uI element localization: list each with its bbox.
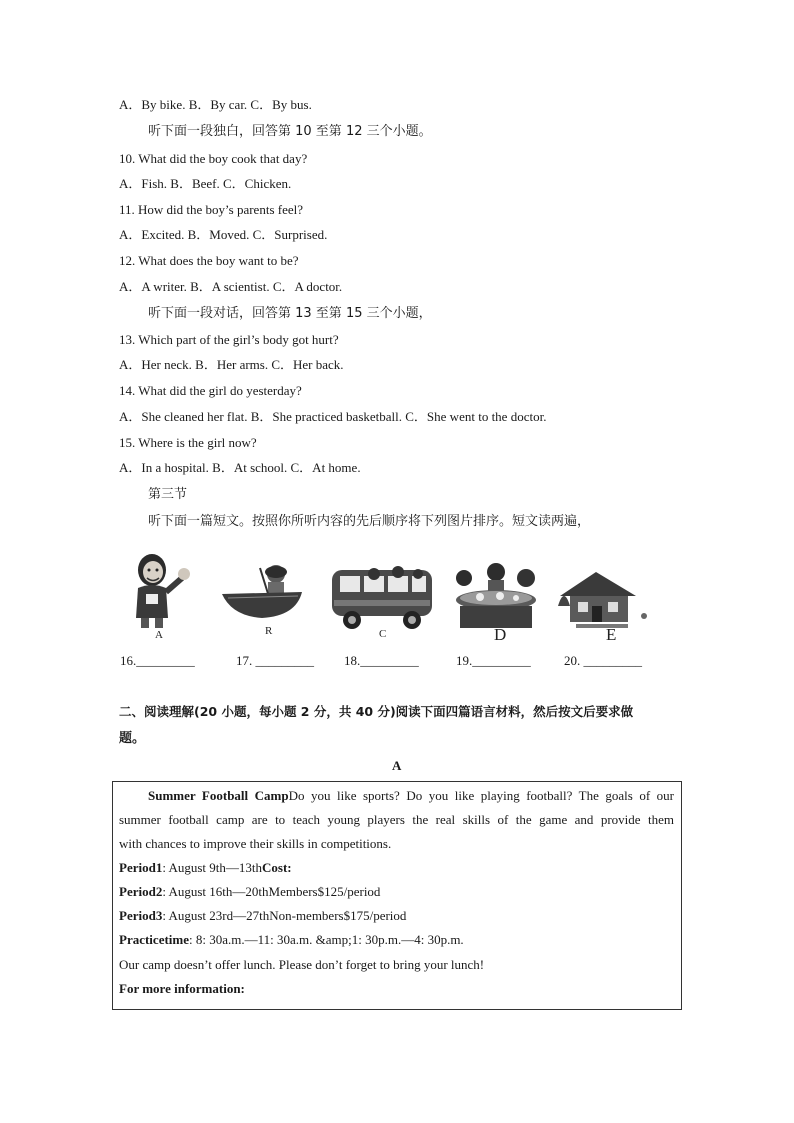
instruction-13-15: 听下面一段对话，回答第 13 至第 15 三个小题， [148, 306, 432, 321]
period2-label: Period2 [119, 884, 163, 899]
reading-heading-continued: 题。 [119, 731, 146, 746]
passage-label: A [392, 758, 402, 773]
question-10-options: A．Fish. B．Beef. C．Chicken. [119, 176, 292, 191]
question-13: 13. Which part of the girl’s body got hurt? [119, 332, 339, 347]
more-info-label: For more information: [119, 981, 245, 996]
period2-row: Period2: August 16th—20thMembers$125/period [119, 884, 381, 899]
question-12: 12. What does the boy want to be? [119, 253, 299, 268]
camp-intro-line2: summer football camp are to teach young players the real skills of the game and provide them [119, 812, 674, 827]
house-icon [556, 566, 652, 632]
question-11: 11. How did the boy’s parents feel? [119, 202, 303, 217]
question-11-options: A．Excited. B．Moved. C．Surprised. [119, 227, 328, 242]
school-bus-icon [330, 562, 434, 630]
question-14: 14. What did the girl do yesterday? [119, 383, 302, 398]
practice-time-label: Practicetime [119, 932, 190, 947]
answer-blank-16[interactable]: 16._________ [120, 653, 195, 668]
camp-intro-line1: Summer Football CampDo you like sports? Do you like playing football? The goals of our [148, 788, 674, 803]
period3-row: Period3: August 23rd—27thNon-members$175/period [119, 908, 407, 923]
question-12-options: A．A writer. B．A scientist. C．A doctor. [119, 279, 343, 294]
family-dinner-icon [450, 560, 542, 630]
section3-instruction: 听下面一篇短文。按照你所听内容的先后顺序将下列图片排序。短文读两遍， [148, 514, 591, 529]
picture-label-e: E [606, 625, 617, 644]
answer-blank-20[interactable]: 20. _________ [564, 653, 642, 668]
answer-blank-18[interactable]: 18._________ [344, 653, 419, 668]
answer-blank-19[interactable]: 19._________ [456, 653, 531, 668]
picture-label-a: A [155, 629, 163, 641]
cost-label: Cost: [262, 860, 292, 875]
picture-label-r: R [265, 625, 273, 637]
girl-waving-icon [124, 548, 196, 630]
question-13-options: A．Her neck. B．Her arms. C．Her back. [119, 357, 344, 372]
answer-blank-17[interactable]: 17. _________ [236, 653, 314, 668]
question-15-options: A．In a hospital. B．At school. C．At home. [119, 460, 361, 475]
instruction-10-12: 听下面一段独白，回答第 10 至第 12 三个小题。 [148, 124, 432, 139]
lunch-note: Our camp doesn’t offer lunch. Please don’t forget to bring your lunch! [119, 957, 485, 972]
camp-intro-line3: with chances to improve their skills in competitions. [119, 836, 392, 851]
period1-label: Period1 [119, 860, 163, 875]
rowing-boat-icon [220, 560, 304, 626]
question-15: 15. Where is the girl now? [119, 435, 257, 450]
period3-label: Period3 [119, 908, 163, 923]
section3-title: 第三节 [148, 487, 188, 502]
reading-heading: 二、阅读理解(20 小题，每小题 2 分，共 40 分)阅读下面四篇语言材料，然后按文后要求做 [119, 704, 634, 719]
picture-label-d: D [494, 625, 507, 644]
q9-options: A．By bike. B．By car. C．By bus. [119, 97, 312, 112]
period1-row: Period1: August 9th—13thCost: [119, 860, 292, 875]
camp-title: Summer Football Camp [148, 788, 289, 803]
picture-label-c: C [379, 628, 387, 640]
question-10: 10. What did the boy cook that day? [119, 151, 308, 166]
practice-time-row: Practicetime: 8: 30a.m.—11: 30a.m. &amp;1: 30p.m.—4: 30p.m. [119, 932, 464, 947]
question-14-options: A．She cleaned her flat. B．She practiced basketball. C．She went to the doctor. [119, 409, 547, 424]
